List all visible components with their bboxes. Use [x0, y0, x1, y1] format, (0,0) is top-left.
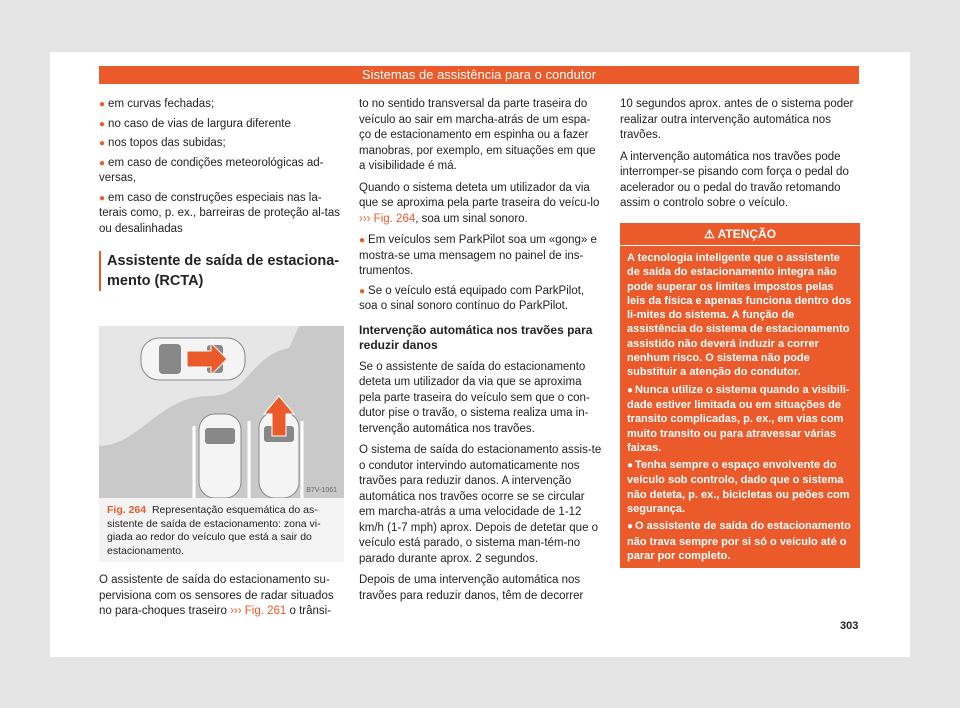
bullet-icon: ● [627, 521, 634, 533]
warning-intro: A tecnologia inteligente que o assistente de saída do estacionamento integra não pode superar os limites impostos pelas leis da física e apenas funciona dentro dos li-mites do sistema. A função de assistência do sistema de estacionamento assistido não deverá induzir a correr nenhum risco. O sistema não pode substituir a atenção do condutor. [627, 252, 852, 379]
figure-link[interactable]: ››› Fig. 261 [230, 605, 287, 617]
figure-264 [99, 326, 344, 562]
bullet-icon: ● [99, 157, 106, 169]
section-title: Assistente de saída de estaciona-mento (RCTA) [99, 251, 344, 291]
column-3 [620, 97, 860, 218]
bullet-icon: ● [99, 192, 106, 204]
figure-link[interactable]: ››› Fig. 264 [359, 212, 416, 225]
warning-body [620, 246, 860, 563]
list-item: ● Em veículos sem ParkPilot soa um «gong» e mostra-se uma mensagem no painel de ins-trumentos. [359, 234, 597, 277]
list-item: ● no caso de vias de largura diferente [99, 117, 291, 130]
parking-diagram-image [99, 326, 344, 498]
warning-header [620, 223, 860, 246]
bullet-icon: ● [359, 235, 366, 246]
bullet-icon: ● [99, 99, 106, 110]
bullet-icon: ● [99, 118, 106, 130]
list-item: ● em caso de construções especiais nas la-terais como, p. ex., barreiras de proteção al-tas ou desalinhadas [99, 191, 340, 235]
list-item: ● Tenha sempre o espaço envolvente do veículo sob controlo, dado que o sistema não deteta, p. ex., bicicletas ou peões com segurança. [627, 459, 850, 516]
paragraph: Depois de uma intervenção automática nos travões para reduzir danos, têm de decorrer [359, 574, 584, 602]
figure-ref: Fig. 264 [107, 504, 147, 516]
list-item: ● em caso de condições meteorológicas ad-versas, [99, 156, 324, 184]
figure-caption: Fig. 264 Representação esquemática do as-sistente de saída de estacionamento: zona vi-giada ao redor do veículo que está a sair do estacionamento. [107, 504, 321, 557]
column-1 [99, 97, 344, 291]
paragraph: O sistema de saída do estacionamento assis-te o condutor intervindo automaticamente nos travões para reduzir danos. A intervenção automática nos travões ocorre se se circular em marcha-atrás a uma velocidade de 1-12 km/h (1-7 mph) aprox. Depois de detetar que o veículo está parado, o sistema man-tém-no parado durante aprox. 2 segundos. [359, 444, 602, 565]
car-left [199, 414, 241, 498]
paragraph: Quando o sistema deteta um utilizador da via que se aproxima pela parte traseira do veícu-lo ››› Fig. 264, soa um sinal sonoro. [359, 181, 600, 225]
header-title: Sistemas de assistência para o condutor [361, 67, 597, 82]
paragraph: A intervenção automática nos travões pode interromper-se pisando com força o pedal do acelerador ou o pedal do travão retomando assim o controlo sobre o veículo. [620, 150, 849, 209]
column-1-paragraph: O assistente de saída do estacionamento su-pervisiona com os sensores de radar situados no para-choques traseiro ››› Fig. 261 o trânsi- [99, 574, 334, 617]
list-item: ● nos topos das subidas; [99, 137, 226, 149]
figure-code: B7V-1061 [306, 487, 337, 494]
list-item: ● Se o veículo está equipado com ParkPilot, soa o sinal sonoro contínuo do ParkPilot. [359, 284, 585, 312]
subsection-heading: Intervenção automática nos travões para reduzir danos [359, 322, 593, 352]
warning-box [620, 223, 860, 568]
column-2 [359, 97, 602, 610]
paragraph: Se o assistente de saída do estacionamento deteta um utilizador da via que se aproxima pela parte traseira do veículo sem que o con-dutor pise o travão, o sistema realiza uma in-tervenção automática nos travões. [359, 360, 590, 435]
bullet-icon: ● [99, 138, 106, 149]
bullet-icon: ● [627, 460, 634, 472]
page-number: 303 [840, 620, 859, 632]
warning-triangle-icon: ⚠ [703, 227, 715, 241]
list-item: ● em curvas fechadas; [99, 98, 215, 110]
bullet-icon: ● [627, 384, 634, 396]
list-item: ● Nunca utilize o sistema quando a visibili-dade estiver limitada ou em situações de transito complicadas, p. ex., em vias com muito transito ou para atravessar várias faixas. [627, 383, 850, 454]
warning-title: ATENÇÃO [717, 227, 777, 241]
paragraph: to no sentido transversal da parte traseira do veículo ao sair em marcha-atrás de um espa-ço de estacionamento em espinha ou a fazer manobras, por exemplo, em situações em que a visibilidade é má. [359, 98, 596, 172]
bullet-icon: ● [359, 285, 366, 297]
page-header [99, 66, 859, 84]
list-item: ● O assistente de saída do estacionamento não trava sempre por si só o veículo até o parar por completo. [627, 520, 851, 562]
paragraph: 10 segundos aprox. antes de o sistema poder realizar outra intervenção automática nos travões. [620, 98, 854, 141]
